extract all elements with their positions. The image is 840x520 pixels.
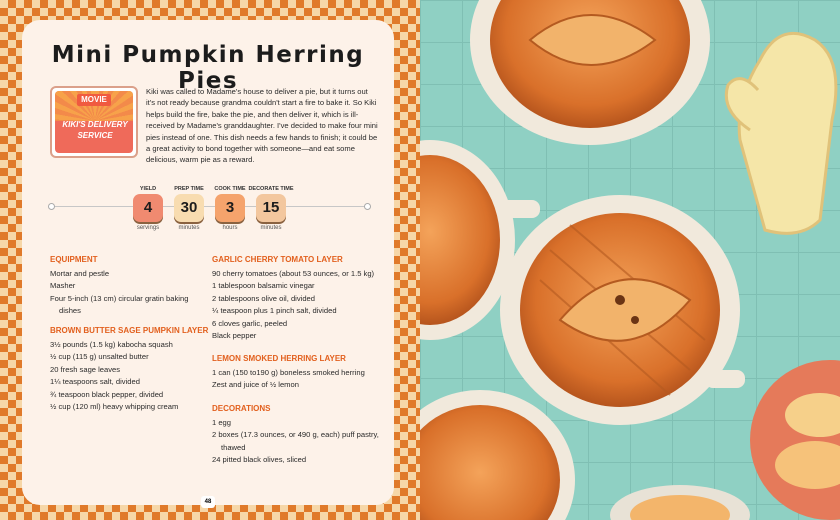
- equipment-list: [50, 268, 206, 318]
- list-item: 90 cherry tomatoes (about 53 ounces, or 1.5 kg): [212, 269, 375, 278]
- pie-illustration-art: [420, 0, 840, 520]
- list-item: Black pepper: [212, 331, 257, 341]
- stat-value: 3: [215, 194, 245, 222]
- recipe-title: Mini Pumpkin Herring Pies: [51, 42, 365, 94]
- list-item: 1 egg: [212, 418, 232, 427]
- list-item: ½ cup (120 ml) heavy whipping cream: [50, 402, 179, 412]
- list-item: 20 fresh sage leaves: [50, 364, 121, 374]
- list-item: ¼ teaspoon plus 1 pinch salt, divided: [212, 306, 337, 316]
- stat-unit: servings: [136, 225, 160, 231]
- stat-label: YIELD: [139, 186, 157, 192]
- pie-dish-icon: [420, 390, 575, 520]
- list-item: 24 pitted black olives, sliced: [212, 455, 307, 465]
- movie-name: KIKI'S DELIVERY SERVICE: [62, 120, 128, 140]
- list-item: Masher: [50, 281, 76, 291]
- stat-decorate-time: [248, 186, 294, 231]
- oven-mitt-icon: [726, 33, 836, 233]
- stat-value: 4: [133, 194, 163, 222]
- butter-layer-list: [50, 339, 215, 413]
- list-item: 3½ pounds (1.5 kg) kabocha squash: [50, 340, 173, 349]
- list-item: 1¼ teaspoons salt, divided: [50, 377, 140, 387]
- stat-unit: hours: [222, 225, 238, 231]
- pie-illustration: [420, 0, 840, 520]
- page-number: 48: [201, 496, 215, 508]
- herring-layer-heading: LEMON SMOKED HERRING LAYER: [212, 354, 346, 363]
- stat-cook-time: [210, 186, 250, 231]
- bread-plate-icon: [750, 360, 840, 520]
- stat-label: COOK TIME: [214, 186, 246, 192]
- stat-value: 30: [174, 194, 204, 222]
- list-item: ¾ teaspoon black pepper, divided: [50, 389, 164, 399]
- movie-tag: MOVIE: [77, 94, 111, 106]
- list-item: 1 can (150 to190 g) boneless smoked herring: [212, 368, 365, 377]
- list-item: 1 tablespoon balsamic vinegar: [212, 281, 315, 291]
- intro-text: Kiki was called to Madame's house to deliver a pie, but it turns out it's not ready because grandma couldn't start a fire to bake it. So Kiki helps build the fire, bake the pie, and then deliver it, which is ill-received by Madame's granddaughter. I've decided to make four mini pies instead of one. This dish needs a few hands to finish; it could be a great activity to bond together with someone—and eat some delicious, warm pie as a reward.: [146, 87, 378, 165]
- tomato-layer-list: [212, 268, 382, 342]
- pie-dish-icon: [500, 195, 745, 425]
- butter-layer-heading: BROWN BUTTER SAGE PUMPKIN LAYER: [50, 326, 209, 335]
- herring-layer-list: [212, 367, 382, 392]
- decorations-heading: DECORATIONS: [212, 404, 271, 413]
- movie-badge-art: [55, 91, 133, 153]
- stat-unit: minutes: [178, 225, 200, 231]
- tomato-layer-heading: GARLIC CHERRY TOMATO LAYER: [212, 255, 343, 264]
- list-item: Four 5-inch (13 cm) circular gratin baking dishes: [50, 293, 189, 316]
- stat-value: 15: [256, 194, 286, 222]
- list-item: 2 tablespoons olive oil, divided: [212, 293, 316, 303]
- list-item: Zest and juice of ½ lemon: [212, 380, 299, 390]
- stat-prep-time: [169, 186, 209, 231]
- decorations-list: [212, 417, 382, 467]
- divider-dot-left: [48, 203, 55, 210]
- stats-divider: [50, 206, 368, 207]
- stat-label: DECORATE TIME: [248, 186, 294, 192]
- stat-yield: [128, 186, 168, 231]
- stat-unit: minutes: [260, 225, 282, 231]
- pie-dish-icon: [470, 0, 710, 145]
- list-item: 2 boxes (17.3 ounces, or 490 g, each) puff pastry, thawed: [212, 430, 379, 452]
- list-item: Mortar and pestle: [50, 269, 110, 278]
- recipe-card: [22, 20, 394, 505]
- equipment-heading: EQUIPMENT: [50, 255, 98, 264]
- list-item: ½ cup (115 g) unsalted butter: [50, 352, 149, 362]
- small-plate-icon: [610, 485, 750, 520]
- movie-badge: [50, 86, 138, 158]
- list-item: 6 cloves garlic, peeled: [212, 318, 288, 328]
- stat-label: PREP TIME: [174, 186, 204, 192]
- divider-dot-right: [364, 203, 371, 210]
